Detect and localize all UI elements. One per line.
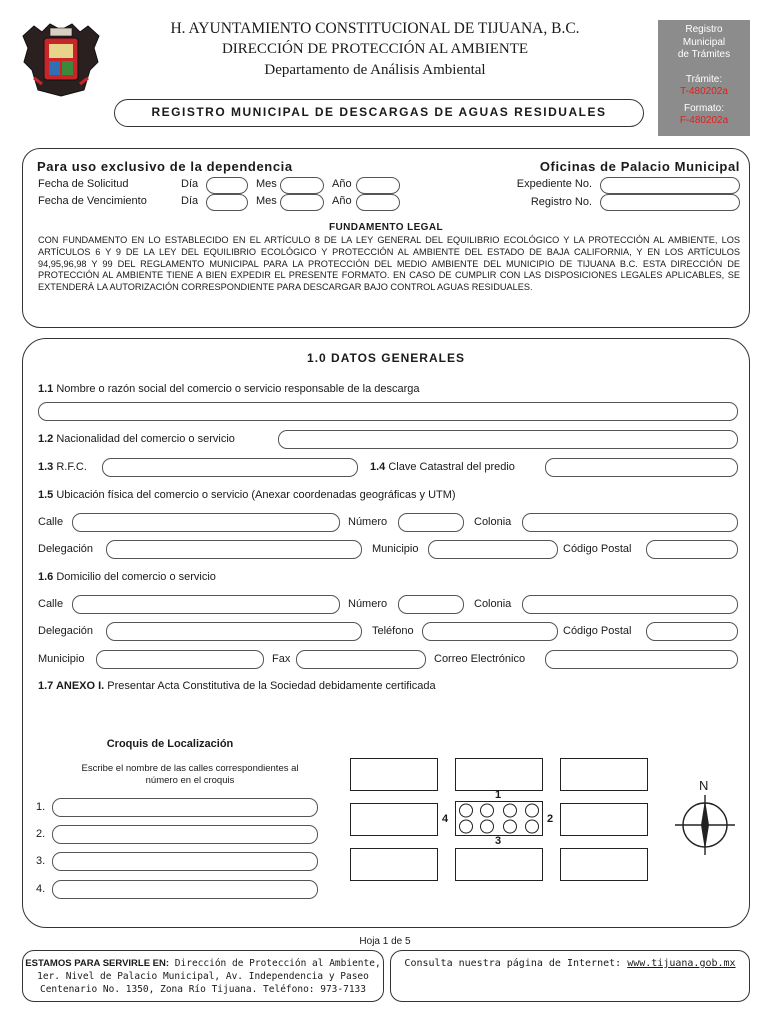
website-text: Consulta nuestra página de Internet: bbox=[404, 958, 622, 969]
office-right-title: Oficinas de Palacio Municipal bbox=[539, 159, 740, 174]
croquis-street-3-field[interactable] bbox=[52, 852, 318, 871]
ubicacion-colonia-label: Colonia bbox=[474, 516, 512, 528]
fecha-vencimiento-anio[interactable] bbox=[356, 194, 400, 211]
q15-label: 1.5 Ubicación física del comercio o servicio (Anexar coordenadas geográficas y UTM) bbox=[38, 489, 456, 501]
expediente-field[interactable] bbox=[600, 177, 740, 194]
street-mark-4: 4 bbox=[442, 813, 449, 825]
ubicacion-delegacion-label: Delegación bbox=[38, 543, 94, 555]
fecha-vencimiento-label: Fecha de Vencimiento bbox=[38, 195, 147, 207]
dia-label: Día bbox=[181, 178, 199, 190]
domicilio-colonia-label: Colonia bbox=[474, 598, 512, 610]
domicilio-delegacion-label: Delegación bbox=[38, 625, 94, 637]
domicilio-fax-label: Fax bbox=[272, 653, 291, 665]
domicilio-correo-label: Correo Electrónico bbox=[434, 653, 526, 665]
croquis-instructions-2: número en el croquis bbox=[145, 775, 235, 786]
ubicacion-calle-field[interactable] bbox=[72, 513, 340, 532]
domicilio-cp-field[interactable] bbox=[646, 622, 738, 641]
block-top-center bbox=[455, 758, 543, 791]
street-mark-3: 3 bbox=[495, 835, 502, 847]
fecha-solicitud-anio[interactable] bbox=[356, 177, 400, 194]
croquis-item-3-label: 3. bbox=[36, 855, 46, 867]
ubicacion-municipio-label: Municipio bbox=[372, 543, 419, 555]
ubicacion-colonia-field[interactable] bbox=[522, 513, 738, 532]
street-mark-1: 1 bbox=[495, 789, 502, 801]
domicilio-fax-field[interactable] bbox=[296, 650, 426, 669]
form-title: REGISTRO MUNICIPAL DE DESCARGAS DE AGUAS RESIDUALES bbox=[151, 105, 607, 119]
domicilio-calle-label: Calle bbox=[38, 598, 64, 610]
address-line-2: 1er. Nivel de Palacio Municipal, Av. Independencia y Paseo bbox=[37, 971, 369, 982]
tramite-label: Trámite: bbox=[685, 73, 723, 85]
domicilio-municipio-label: Municipio bbox=[38, 653, 85, 665]
q17-label: 1.7 ANEXO I. Presentar Acta Constitutiva de la Sociedad debidamente certificada bbox=[38, 680, 436, 692]
domicilio-correo-field[interactable] bbox=[545, 650, 738, 669]
formato-value: F-480202a bbox=[679, 115, 729, 126]
fecha-solicitud-label: Fecha de Solicitud bbox=[38, 178, 129, 190]
q12-label: 1.2 Nacionalidad del comercio o servicio bbox=[38, 433, 235, 445]
ubicacion-cp-field[interactable] bbox=[646, 540, 738, 559]
croquis-instructions-1: Escribe el nombre de las calles correspondientes al bbox=[81, 763, 299, 774]
block-mid-left bbox=[350, 803, 438, 836]
fecha-solicitud-dia[interactable] bbox=[206, 177, 248, 194]
ubicacion-delegacion-field[interactable] bbox=[106, 540, 362, 559]
q16-label: 1.6 Domicilio del comercio o servicio bbox=[38, 571, 216, 583]
block-top-right bbox=[560, 758, 648, 791]
domicilio-telefono-label: Teléfono bbox=[372, 625, 414, 637]
address-line-3: Centenario No. 1350, Zona Río Tijuana. Teléfono: 973-7133 bbox=[39, 984, 366, 995]
domicilio-delegacion-field[interactable] bbox=[106, 622, 362, 641]
compass-icon bbox=[674, 794, 736, 856]
formato-label: Formato: bbox=[683, 102, 724, 114]
center-block-circles-icon bbox=[455, 801, 543, 836]
domicilio-numero-field[interactable] bbox=[398, 595, 464, 614]
municipal-seal bbox=[20, 18, 102, 98]
registro-field[interactable] bbox=[600, 194, 740, 211]
block-bottom-left bbox=[350, 848, 438, 881]
website-line bbox=[390, 958, 750, 969]
anio-label-2: Año bbox=[332, 195, 352, 207]
header-line-1: H. AYUNTAMIENTO CONSTITUCIONAL DE TIJUANA, B.C. bbox=[170, 20, 580, 37]
eagle-seal-icon bbox=[20, 18, 102, 98]
fecha-vencimiento-mes[interactable] bbox=[280, 194, 324, 211]
badge-line-1: Registro bbox=[685, 24, 723, 35]
mes-label-2: Mes bbox=[256, 195, 277, 207]
ubicacion-numero-label: Número bbox=[348, 516, 388, 528]
croquis-street-1-field[interactable] bbox=[52, 798, 318, 817]
badge-line-2: Municipal bbox=[682, 36, 726, 48]
ubicacion-numero-field[interactable] bbox=[398, 513, 464, 532]
nacionalidad-field[interactable] bbox=[278, 430, 738, 449]
domicilio-cp-label: Código Postal bbox=[563, 625, 632, 637]
croquis-item-1-label: 1. bbox=[36, 801, 46, 813]
fecha-vencimiento-dia[interactable] bbox=[206, 194, 248, 211]
north-label: N bbox=[699, 778, 709, 793]
block-top-left bbox=[350, 758, 438, 791]
croquis-item-4-label: 4. bbox=[36, 883, 46, 895]
street-mark-2: 2 bbox=[547, 813, 554, 825]
fecha-solicitud-mes[interactable] bbox=[280, 177, 324, 194]
datos-generales-title: 1.0 DATOS GENERALES bbox=[307, 351, 465, 365]
address-line-1: ESTAMOS PARA SERVIRLE EN: Dirección de Protección al Ambiente, bbox=[25, 958, 381, 969]
block-bottom-center bbox=[455, 848, 543, 881]
anio-label: Año bbox=[332, 178, 352, 190]
form-title-box bbox=[114, 99, 644, 127]
header-line-3: Departamento de Análisis Ambiental bbox=[264, 62, 486, 78]
badge-line-3: de Trámites bbox=[677, 49, 731, 60]
croquis-street-2-field[interactable] bbox=[52, 825, 318, 844]
ubicacion-municipio-field[interactable] bbox=[428, 540, 558, 559]
domicilio-municipio-field[interactable] bbox=[96, 650, 264, 669]
q14-label: 1.4 Clave Catastral del predio bbox=[370, 461, 515, 473]
block-mid-right bbox=[560, 803, 648, 836]
fundamento-text: CON FUNDAMENTO EN LO ESTABLECIDO EN EL ARTÍCULO 8 DE LA LEY GENERAL DEL EQUILIBRIO ECOLÓGICO Y LA PROTECCIÓN AL AMBIENTE, LOS ARTÍCULOS 6 Y 9 DE LA LEY DEL EQUILIBRIO ECOLÓGICO Y PROTECCIÓN AL AMBIENTE DEL ESTADO DE BAJA CALIFORNIA, Y EN LOS ARTÍCULOS 94,95,96,98 Y 99 DEL REGLAMENTO MUNICIPAL PARA LA PROTECCIÓN DEL MEDIO AMBIENTE DEL MUNICIPIO DE TIJUANA B.C. ESTA DIRECCIÓN DE PROTECCIÓN AL AMBIENTE TIENE A BIEN EXPEDIR EL PRESENTE FORMATO. EN CASO DE CUMPLIR CON LAS DISPOSICIONES LEGALES APLICABLES, SE EXTENDERÁ LA AUTORIZACIÓN CORRESPONDIENTE PARA DESCARGAR BAJO CONTROL AGUAS RESIDUALES. bbox=[38, 235, 740, 293]
ubicacion-calle-label: Calle bbox=[38, 516, 64, 528]
q11-label: 1.1 Nombre o razón social del comercio o servicio responsable de la descarga bbox=[38, 383, 420, 395]
dia-label-2: Día bbox=[181, 195, 199, 207]
website-link[interactable]: www.tijuana.gob.mx bbox=[627, 958, 736, 969]
domicilio-calle-field[interactable] bbox=[72, 595, 340, 614]
croquis-title: Croquis de Localización bbox=[106, 738, 234, 750]
q13-label: 1.3 R.F.C. bbox=[38, 461, 87, 473]
fundamento-title: FUNDAMENTO LEGAL bbox=[329, 222, 443, 233]
domicilio-colonia-field[interactable] bbox=[522, 595, 738, 614]
ubicacion-cp-label: Código Postal bbox=[563, 543, 632, 555]
razon-social-field[interactable] bbox=[38, 402, 738, 421]
tramite-badge bbox=[658, 20, 750, 136]
header-line-2: DIRECCIÓN DE PROTECCIÓN AL AMBIENTE bbox=[221, 41, 529, 57]
expediente-label: Expediente No. bbox=[516, 178, 592, 190]
page-number: Hoja 1 de 5 bbox=[359, 936, 411, 947]
domicilio-numero-label: Número bbox=[348, 598, 388, 610]
clave-catastral-field[interactable] bbox=[545, 458, 738, 477]
rfc-field[interactable] bbox=[102, 458, 358, 477]
mes-label: Mes bbox=[256, 178, 277, 190]
domicilio-telefono-field[interactable] bbox=[422, 622, 558, 641]
block-bottom-right bbox=[560, 848, 648, 881]
tramite-value: T-480202a bbox=[680, 86, 728, 97]
croquis-item-2-label: 2. bbox=[36, 828, 46, 840]
office-title: Para uso exclusivo de la dependencia bbox=[37, 159, 293, 174]
croquis-street-4-field[interactable] bbox=[52, 880, 318, 899]
registro-label: Registro No. bbox=[530, 196, 592, 208]
